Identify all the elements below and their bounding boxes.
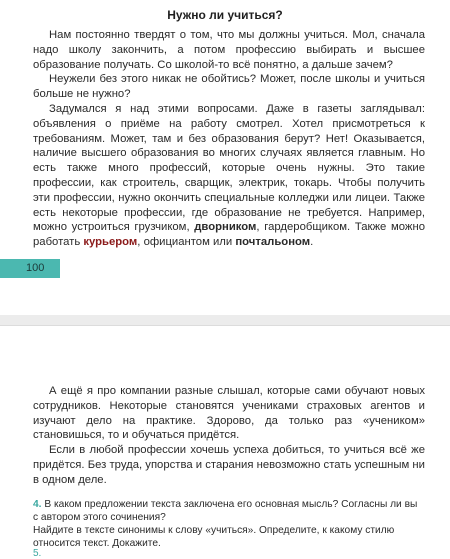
paragraph-4: А ещё я про компании разные слышал, которые сами обучают новых сотрудников. Некоторые становятся учениками страховых агентов и изучают дело на практике. Здорово, да только раз «учеником» становишься, то и обучаться придётся. (33, 385, 425, 442)
paragraph-3-start: Задумался я над этими вопросами. Даже в газеты заглядывал: объявления о приёме на работу смотрел. Хотел присмотреться к требованиям. Может, там и без образования берут? Нет! Оказывается, наличие высшего образования во многих случаях является главным. Но есть также много профессий, которые очень нужны. Это такие профессии, как строитель, сварщик, электрик, токарь. Чтобы получить эти профессии, нужно окончить специальные колледжи или лицеи. Также есть некоторые профессии, где образование не требуется. Например, можно устроиться грузчиком, (33, 102, 425, 234)
task-5-number: 5. (33, 548, 42, 559)
task-block (33, 498, 425, 550)
paragraph-3-end: . (310, 236, 314, 249)
keyword-dvornik: дворником (194, 221, 257, 234)
paragraph-3-mid2: , официантом или (137, 236, 236, 249)
page-title: Нужно ли учиться? (167, 8, 283, 22)
paragraph-3-mid1: , гардеробщиком. Также можно работать (33, 221, 425, 249)
page-number-badge: 100 (0, 259, 60, 278)
text-paragraphs-1 (33, 28, 425, 250)
page-separator (0, 315, 450, 325)
task-4-number: 4. (33, 499, 42, 510)
task-4 (33, 498, 425, 524)
task-4-continued: Найдите в тексте синонимы к слову «учиться». Определите, к какому стилю относится текст. Докажите. (33, 525, 395, 549)
paragraph-2: Неужели без этого никак не обойтись? Может, после школы и учиться больше не нужно? (33, 73, 425, 101)
paragraph-1: Нам постоянно твердят о том, что мы должны учиться. Мол, сначала надо школу закончить, а потом профессию выбирать и высшее образование получать. Со школой-то всё понятно, а дальше зачем? (33, 29, 425, 71)
page-separator-line (0, 325, 450, 326)
task-4-text: В каком предложении текста заключена его основная мысль? Согласны ли вы с автором этого сочинения? (33, 499, 418, 523)
keyword-pochtalon: почтальоном (235, 236, 311, 249)
text-paragraphs-2 (33, 384, 425, 488)
keyword-kurier: курьером (83, 236, 138, 249)
paragraph-3 (33, 102, 425, 250)
paragraph-5: Если в любой профессии хочешь успеха добиться, то учиться всё же придётся. Без труда, упорства и старания невозможно стать успешным ни в одном деле. (33, 444, 425, 486)
